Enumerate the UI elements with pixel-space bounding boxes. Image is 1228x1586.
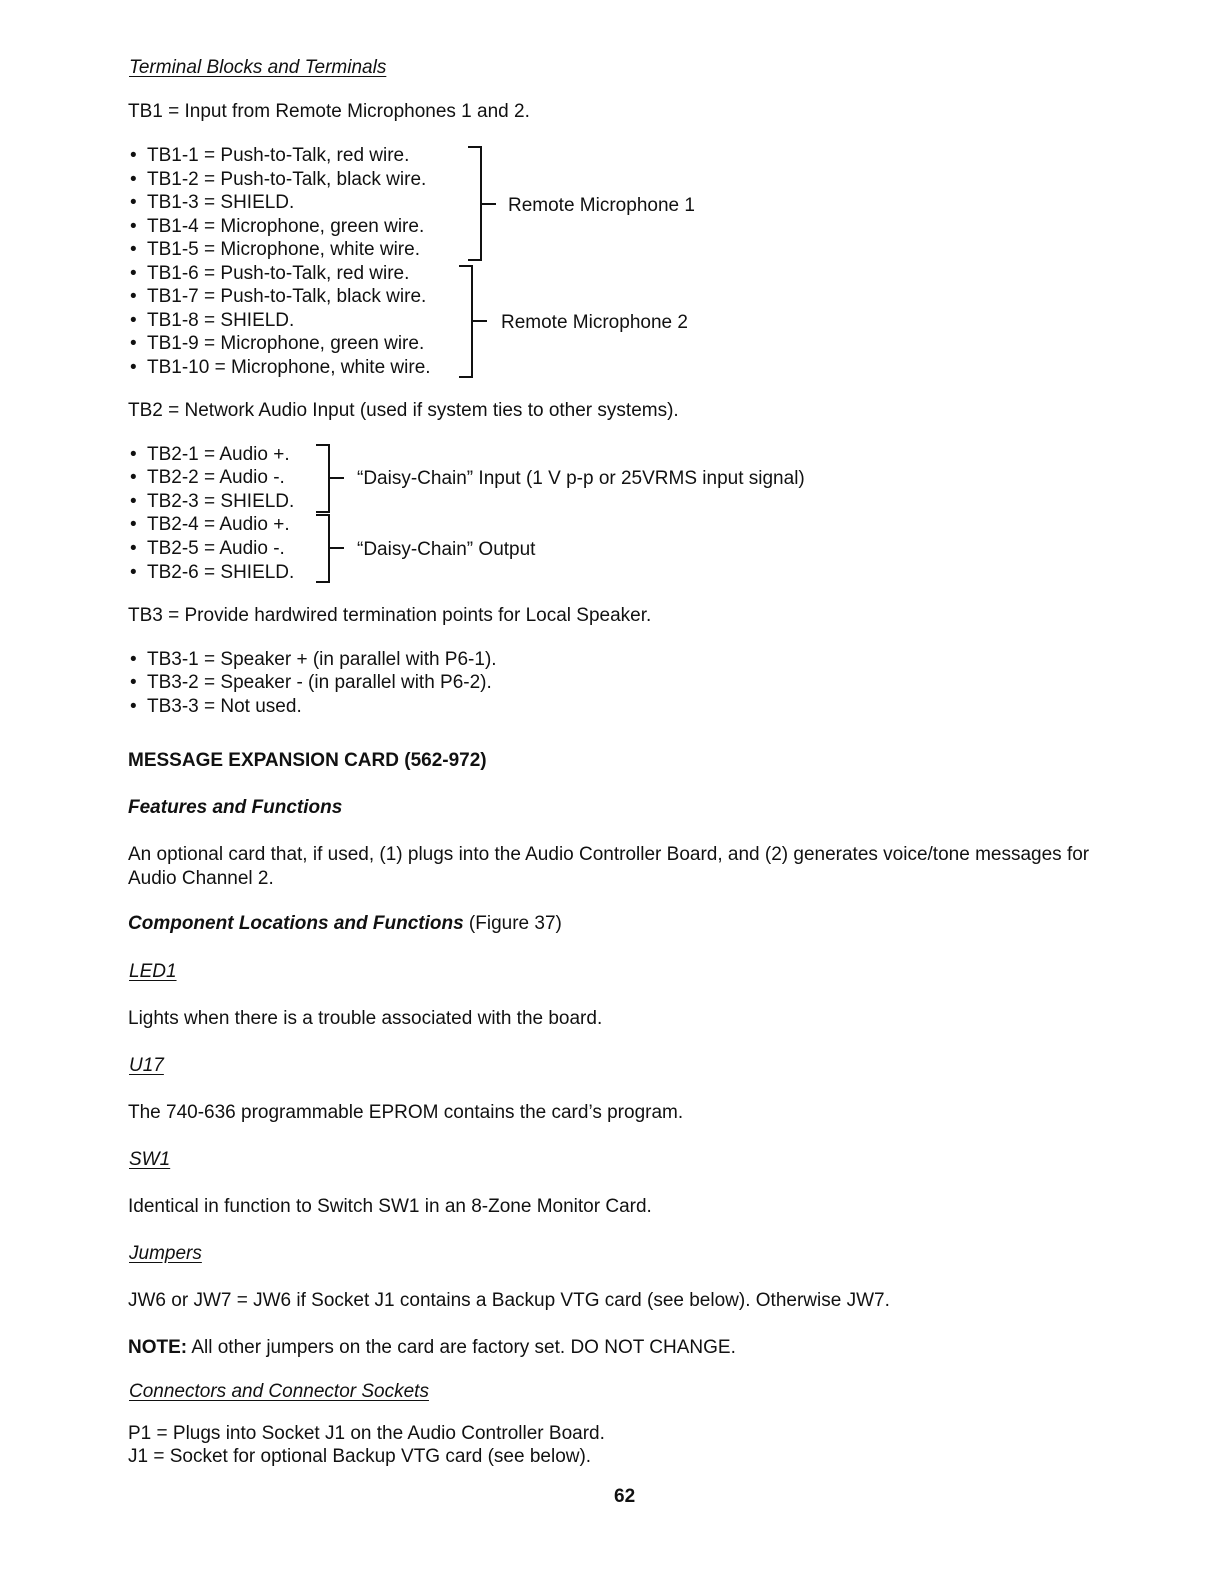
group-label-daisy-chain-input: “Daisy-Chain” Input (1 V p-p or 25VRMS input signal)	[357, 468, 805, 489]
list-item: • TB1-5 = Microphone, white wire.	[130, 240, 420, 259]
list-item: • TB2-6 = SHIELD.	[130, 563, 294, 582]
list-item: • TB1-10 = Microphone, white wire.	[130, 358, 431, 377]
bracket-daisy-chain-output	[316, 514, 330, 583]
heading-u17: U17	[129, 1055, 164, 1076]
group-label-daisy-chain-output: “Daisy-Chain” Output	[357, 539, 536, 560]
list-item: • TB3-2 = Speaker - (in parallel with P6-2).	[130, 673, 492, 692]
note-label: NOTE:	[128, 1337, 188, 1358]
list-item: • TB1-9 = Microphone, green wire.	[130, 334, 424, 353]
list-item: • TB1-1 = Push-to-Talk, red wire.	[130, 146, 409, 165]
list-item: • TB1-2 = Push-to-Talk, black wire.	[130, 170, 426, 189]
note	[128, 1338, 736, 1357]
subheading-component-locations	[128, 914, 562, 933]
bracket-tick	[482, 203, 496, 205]
paragraph-sw1: Identical in function to Switch SW1 in an 8-Zone Monitor Card.	[128, 1196, 652, 1217]
group-label-remote-mic-2: Remote Microphone 2	[501, 312, 688, 333]
note-text: All other jumpers on the card are factory set. DO NOT CHANGE.	[187, 1337, 736, 1358]
heading-sw1: SW1	[129, 1149, 171, 1170]
figure-reference: (Figure 37)	[463, 913, 562, 934]
bracket-remote-mic-1	[468, 146, 482, 261]
list-item: • TB1-4 = Microphone, green wire.	[130, 217, 424, 236]
bracket-remote-mic-2	[459, 265, 473, 378]
paragraph-features-line2: Audio Channel 2.	[128, 868, 274, 889]
list-item: • TB2-3 = SHIELD.	[130, 492, 294, 511]
list-item: • TB1-6 = Push-to-Talk, red wire.	[130, 264, 409, 283]
heading-led1: LED1	[129, 961, 177, 982]
list-item: • TB3-1 = Speaker + (in parallel with P6-1).	[130, 650, 497, 669]
bracket-daisy-chain-input	[316, 444, 330, 513]
bracket-tick	[330, 547, 344, 549]
paragraph-led1: Lights when there is a trouble associated with the board.	[128, 1008, 603, 1029]
tb1-intro: TB1 = Input from Remote Microphones 1 and 2.	[128, 101, 530, 122]
section-title-message-expansion-card: MESSAGE EXPANSION CARD (562-972)	[128, 750, 487, 771]
section-heading-terminal-blocks: Terminal Blocks and Terminals	[129, 57, 387, 78]
tb2-intro: TB2 = Network Audio Input (used if system ties to other systems).	[128, 400, 679, 421]
bracket-tick	[473, 320, 487, 322]
tb3-intro: TB3 = Provide hardwired termination points for Local Speaker.	[128, 605, 652, 626]
paragraph-features-line1: An optional card that, if used, (1) plugs into the Audio Controller Board, and (2) generates voice/tone messages for	[128, 844, 1090, 865]
paragraph-j1: J1 = Socket for optional Backup VTG card (see below).	[128, 1446, 592, 1467]
paragraph-jumpers: JW6 or JW7 = JW6 if Socket J1 contains a Backup VTG card (see below). Otherwise JW7.	[128, 1290, 890, 1311]
list-item: • TB1-7 = Push-to-Talk, black wire.	[130, 287, 426, 306]
group-label-remote-mic-1: Remote Microphone 1	[508, 195, 695, 216]
paragraph-p1: P1 = Plugs into Socket J1 on the Audio Controller Board.	[128, 1423, 605, 1444]
list-item: • TB2-4 = Audio +.	[130, 515, 290, 534]
list-item: • TB2-1 = Audio +.	[130, 445, 290, 464]
list-item: • TB2-2 = Audio -.	[130, 468, 285, 487]
list-item: • TB3-3 = Not used.	[130, 697, 302, 716]
subheading-features: Features and Functions	[128, 797, 343, 818]
list-item: • TB2-5 = Audio -.	[130, 539, 285, 558]
heading-jumpers: Jumpers	[129, 1243, 202, 1264]
page-number: 62	[614, 1486, 636, 1507]
heading-connectors: Connectors and Connector Sockets	[129, 1381, 429, 1402]
list-item: • TB1-3 = SHIELD.	[130, 193, 294, 212]
list-item: • TB1-8 = SHIELD.	[130, 311, 294, 330]
bracket-tick	[330, 477, 344, 479]
paragraph-u17: The 740-636 programmable EPROM contains the card’s program.	[128, 1102, 684, 1123]
component-heading-text: Component Locations and Functions	[128, 913, 464, 934]
